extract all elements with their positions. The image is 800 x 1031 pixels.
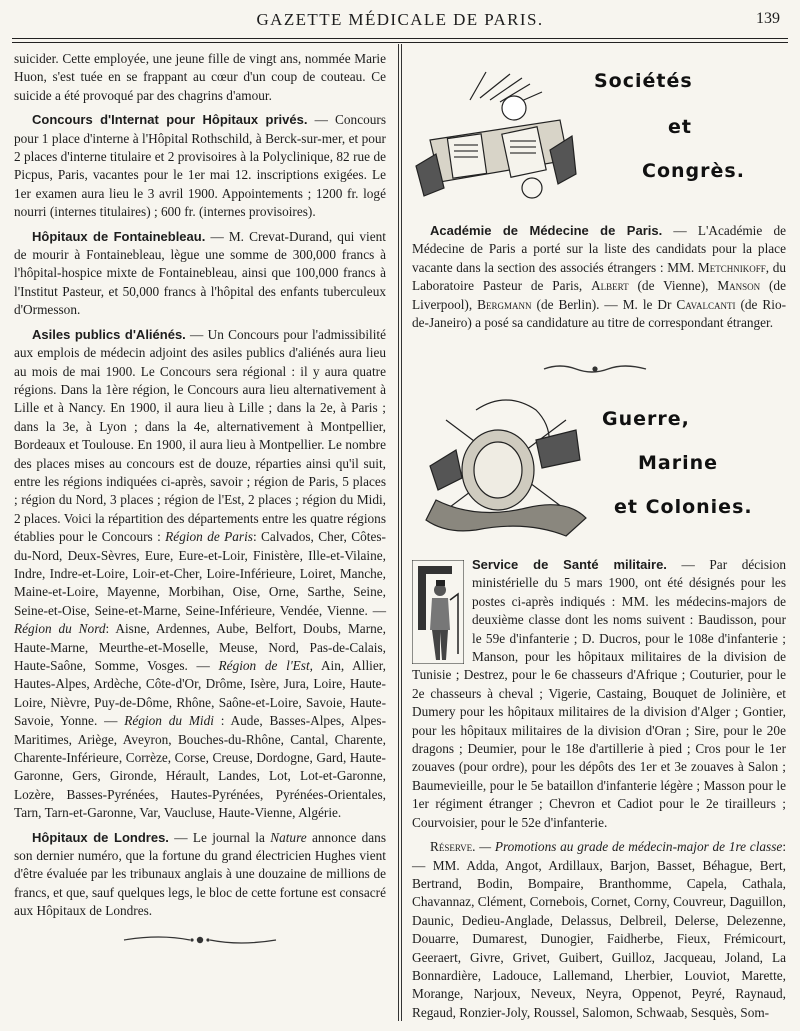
article-londres	[14, 829, 386, 921]
banner-title-line2: Marine	[638, 452, 719, 474]
article-body: (de Rio-de-Janeiro) a posé sa candidature au titre de correspondant étranger.	[412, 296, 787, 331]
article-body: — L'Académie de Médecine de Paris a porté sur la liste des candidats pour la place vacante dans la section des associés étrangers : MM.	[412, 223, 786, 275]
region-label: Région du Nord	[14, 621, 106, 637]
person-name: Albert	[591, 278, 629, 294]
left-column	[14, 50, 386, 952]
article-heading: Asiles publics d'Aliénés.	[32, 326, 186, 342]
region-label: Région de Paris	[165, 529, 253, 545]
region-label: Région de l'Est	[218, 658, 310, 673]
page-header	[12, 8, 788, 36]
reserve-label: Réserve.	[430, 839, 476, 855]
article-body: (de Vienne),	[637, 278, 709, 294]
promotion-label: — Promotions au grade de médecin-major de 1re classe	[479, 839, 783, 855]
article-academie-text	[412, 222, 786, 332]
region-label: Région du Midi	[124, 713, 214, 729]
region-list: : Calvados, Cher, Côtes-du-Nord, Deux-Sèvres, Eure, Eure-et-Loir, Finistère, Ille-et-Vilaine, Indre, Indre-et-Loire, Loir-et-Cher, Loire-Inférieure, Loiret, Manche, Maine-et-Loire, Mayenne, Morbihan, Oise, Orne, Sarthe, Seine, Seine-et-Oise, Seine-et-Marne, Seine-Inférieure, Vendée, Vienne. —	[14, 529, 386, 618]
article-body: — Un Concours pour l'admissibilité aux emplois de médecin adjoint des asiles publics d'aliénés aura lieu au mois de mai 1900. Le Concours sera régional : il y aura quatre régions. Dans la 1ère région, le Concours aura lieu alternativement à Lille et à Nancy. En 1900, il aura lieu à Lille ; dans la 2e, à Paris ; dans la 3e, à Lyon ; dans la 4e, alternativement à Montpellier, Bordeaux et Toulouse. En 1900, il aura lieu à Montpellier. Le nombre des places mises au concours est de douze, réparties ainsi qu'il suit, entre les régions indiquées ci-après, savoir ; région de Paris, 5 places ; région du Nord, 3 places ; région de l'Est, 2 places ; région du Midi, 2 places. Voici la répartition des départements entre les quatre régions établies pour le Concours :	[14, 326, 387, 545]
soldier-illustration-icon	[412, 560, 464, 664]
journal-title: GAZETTE MÉDICALE DE PARIS.	[256, 10, 544, 29]
person-name: Metchnikoff	[697, 259, 766, 275]
article-heading: Hôpitaux de Fontainebleau.	[32, 228, 206, 244]
banner-title-line3: Congrès.	[642, 160, 745, 182]
region-list: : Aisne, Ardennes, Aube, Belfort, Doubs, Marne, Haute-Marne, Meurthe-et-Moselle, Meuse, Nord, Pas-de-Calais, Haute-Saône, Somme, Vosges. —	[14, 621, 386, 673]
person-name: Manson	[717, 278, 761, 294]
banner-title-line1: Guerre,	[602, 408, 690, 430]
header-rule-thin	[12, 42, 788, 43]
engraving-desk-icon	[410, 70, 580, 202]
article-service-sante	[412, 556, 786, 1028]
article-heading: Concours d'Internat pour Hôpitaux privés.	[32, 112, 308, 128]
flourish-ornament-right	[540, 362, 650, 380]
article-academie	[412, 222, 786, 338]
page-number: 139	[756, 10, 780, 27]
person-name: Cavalcanti	[676, 296, 736, 312]
banner-societes	[410, 56, 788, 224]
article-body: — Concours pour 1 place d'interne à l'Hôpital Rothschild, à Berck-sur-mer, et pour 2 places d'interne titulaire et 2 provisoires à la Polyclinique, 82 rue de Picpus, Paris, vacantes pour le 1er mai 12. inscriptions exigées. Le 1er examen aura lieu le 3 avril 1900. Appointements ; 1200 fr. logé nourri (internes titulaires) ; 600 fr. (internes provisoires).	[14, 112, 387, 220]
engraving-military-trophy-icon	[416, 390, 596, 540]
flourish-ornament-icon	[120, 933, 280, 947]
article-body: (de Liverpool),	[412, 278, 786, 312]
banner-title-line3: et Colonies.	[614, 496, 753, 518]
column-divider	[398, 44, 399, 1021]
promotion-list: : — MM. Adda, Angot, Ardillaux, Barjon, Basset, Béhague, Bert, Bertrand, Bodin, Bompaire, Branthomme, Capela, Cathala, Chavannaz, Clément, Cornebois, Cornet, Corny, Couvreur, Daguillon, Daunic, Dedieu-Anglade, Delassus, Delbreil, Delerse, Delezenne, Douarre, Dumarest, Dunogier, Faidherbe, Fieux, Frémicourt, Geeraert, Givre, Grivet, Guibert, Guilloz, Jacqueau, Joland, La Bonnardière, Ladouce, Lallemand, Lherbier, Louviot, Marette, Morange, Narjoux, Neveux, Neyra, Oppenot, Peyré, Raynaud, Regaud, Ronzier-Joly, Roussel, Salomon, Schwaab, Sesquès, Som-	[412, 839, 787, 1020]
region-list: , Ain, Allier, Hautes-Alpes, Ardèche, Côte-d'Or, Drôme, Isère, Jura, Loire, Haute-Loire, Nièvre, Puy-de-Dôme, Rhône, Saône-et-Loire, Savoie, Haute-Savoie, Yonne. —	[14, 658, 386, 729]
article-heading: Service de Santé militaire.	[472, 557, 667, 572]
flourish-ornament-icon	[540, 363, 650, 375]
banner-guerre	[410, 388, 788, 548]
person-name: Bergmann	[477, 296, 532, 312]
banner-title-line2: et	[668, 116, 692, 138]
header-rule	[12, 38, 788, 39]
article-body: — Par décision ministérielle du 5 mars 1900, ont été désignés pour les postes ci-après indiqués : MM. les médecins-majors de deuxième classe dont les noms suivent : Baudisson, pour le 59e d'infanterie ; D. Ducros, pour le 108e d'infanterie ; Manson, pour les hôpitaux militaires de la division de Tunisie ; Destrez, pour le 6e chasseurs d'Afrique ; Couturier, pour le 2e chasseurs à cheval ; Vigerie, Castaing, Bouquet de Jolinière, et Dumery pour les hôpitaux militaires de la division d'Alger ; Gontier, pour les hôpitaux militaires de la division d'Oran ; Sire, pour le 20e dragons ; Deumier, pour le 18e d'artillerie à pied ; Cros pour le 1er zouaves (pour ordre), pour les dépôts des 1er et 3e zouaves à Salon ; Baumevieille, pour le 5e bataillon d'infanterie légère ; Masson pour le 1er régiment étranger ; Chevron et Cadiot pour le 2e tirailleurs ; Courvoisier, pour le 52e d'infanterie.	[412, 557, 787, 830]
article-body: , du Laboratoire Pasteur de Paris,	[412, 259, 787, 294]
region-list: : Aude, Basses-Alpes, Alpes-Maritimes, Ariège, Aveyron, Bouches-du-Rhône, Cantal, Charente, Charente-Inférieure, Corrèze, Corse, Creuse, Dordogne, Gard, Haute-Garonne, Gers, Gironde, Hérault, Landes, Lot, Lot-et-Garonne, Lozère, Basses-Pyrénées, Hautes-Pyrénées, Pyrénées-Orientales, Tarn, Tarn-et-Garonne, Var, Vaucluse, Haute-Vienne, Algérie.	[14, 713, 387, 821]
article-concours-internat	[14, 111, 386, 221]
article-body: annonce dans son dernier numéro, que la fortune du grand électricien Hughes vient d'être évaluée par les tribunaux anglais à une douzaine de millions de francs, et que, sauf quelques legs, le bloc de cette fortune est consacré aux Hôpitaux de Londres.	[14, 829, 387, 919]
article-heading: Hôpitaux de Londres.	[32, 829, 169, 845]
article-service-text	[412, 556, 786, 832]
article-body: (de Berlin). — M. le Dr	[536, 296, 672, 312]
article-body: — M. Crevat-Durand, qui vient de mourir à Fontainebleau, lègue une somme de 300,000 francs à l'hôpital-hospice mixte de Fontainebleau, ainsi que 100,000 francs à l'Institut Pasteur, et 50,000 francs à l'hôpital des enfants tuberculeux d'Ormesson.	[14, 228, 386, 318]
article-asiles	[14, 326, 386, 823]
article-heading: Académie de Médecine de Paris.	[430, 223, 663, 238]
flourish-ornament	[14, 933, 386, 952]
article-body: — Le journal la	[174, 829, 265, 845]
column-divider-second	[401, 44, 402, 1021]
article-fontainebleau	[14, 228, 386, 320]
banner-title-line1: Sociétés	[594, 70, 693, 92]
article-reserve	[412, 838, 786, 1022]
article-continuation: suicider. Cette employée, une jeune fille de vingt ans, nommée Marie Huon, s'est tuée en se frappant au cœur d'un coup de couteau. Ce suicide a été provoqué par des chagrins d'amour.	[14, 51, 386, 103]
journal-name: Nature	[270, 829, 307, 845]
